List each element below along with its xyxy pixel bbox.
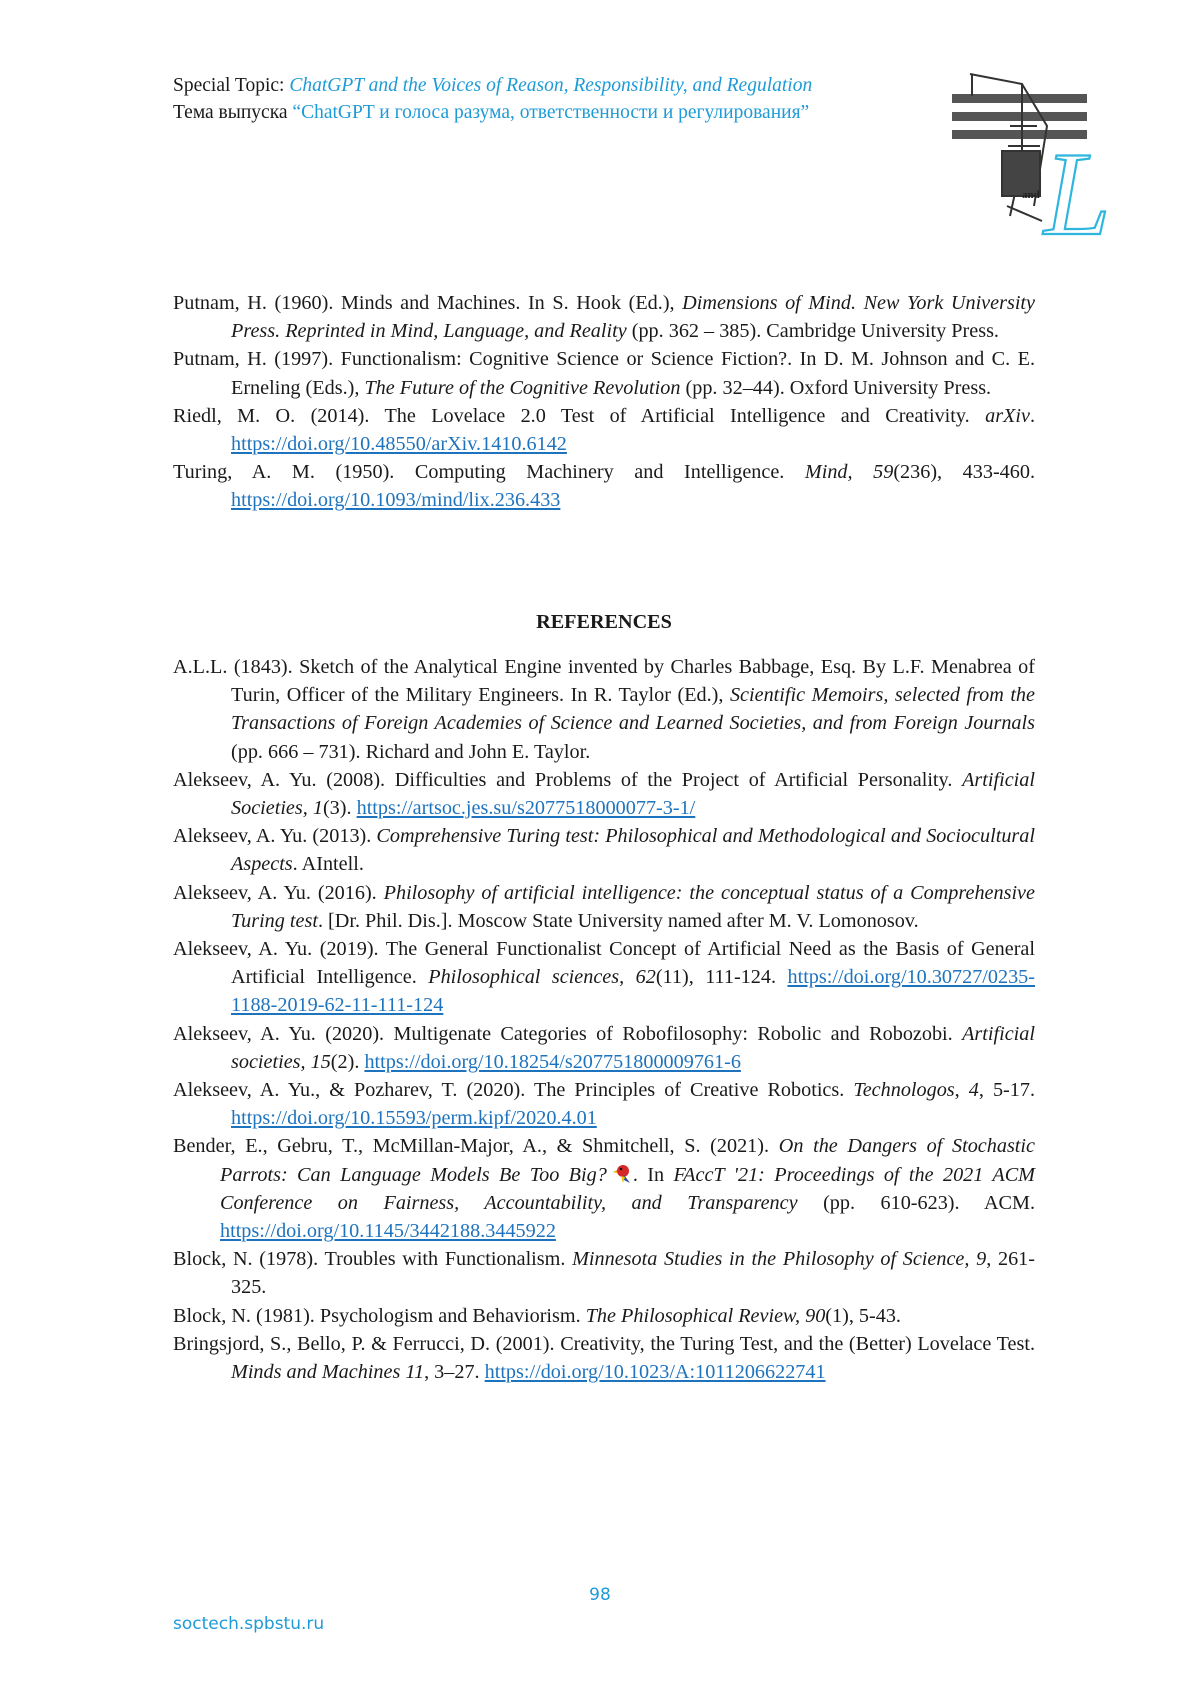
doi-link[interactable]: https://doi.org/10.48550/arXiv.1410.6142 — [231, 433, 567, 456]
reference-item: Block, N. (1978). Troubles with Functionalism. Minnesota Studies in the Philosophy of Science, 9, 261-325. — [173, 1248, 1035, 1299]
reference-item: Bringsjord, S., Bello, P. & Ferrucci, D. (2001). Creativity, the Turing Test, and the (Better) Lovelace Test. Minds and Machines 11, 3–27. https://doi.org/10.1023/A:1011206622741 — [173, 1332, 1035, 1384]
references-heading: REFERENCES — [536, 611, 672, 633]
references-list-continued — [173, 289, 1035, 515]
reference-item: Riedl, M. O. (2014). The Lovelace 2.0 Test of Artificial Intelligence and Creativity. arXiv. https://doi.org/10.48550/arXiv.1410.6142 — [173, 404, 1035, 456]
reference-item: Alekseev, A. Yu., & Pozharev, T. (2020). The Principles of Creative Robotics. Technologos, 4, 5-17. https://doi.org/10.15593/perm.kipf/2020.4.01 — [173, 1079, 1035, 1130]
reference-item: Putnam, H. (1960). Minds and Machines. In S. Hook (Ed.), Dimensions of Mind. New York University Press. Reprinted in Mind, Language, and Reality (pp. 362 – 385). Cambridge University Press. — [173, 292, 1035, 343]
doi-link[interactable]: https://artsoc.jes.su/s2077518000077-3-1/ — [356, 797, 696, 820]
special-topic-title-ru: “ChatGPT и голоса разума, ответственности и регулирования” — [292, 102, 810, 123]
reference-item: Alekseev, A. Yu. (2013). Comprehensive Turing test: Philosophical and Methodological and Sociocultural Aspects. AIntell. — [173, 825, 1035, 876]
header-line-ru — [173, 99, 812, 126]
doi-link[interactable]: https://doi.org/10.15593/perm.kipf/2020.4.01 — [231, 1107, 597, 1130]
logo-letter: L — [1044, 127, 1111, 244]
logo-small-text: and — [1022, 189, 1040, 201]
page-number: 98 — [589, 1585, 611, 1605]
doi-link[interactable]: https://doi.org/10.30727/0235-1188-2019-62-11-111-124 — [231, 966, 1035, 1017]
header-prefix-ru: Тема выпуска — [173, 102, 293, 123]
reference-item: A.L.L. (1843). Sketch of the Analytical Engine invented by Charles Babbage, Esq. By L.F. Menabrea of Turin, Officer of the Military Engineers. In R. Taylor (Ed.), Scientific Memoirs, selected from the Transactions of Foreign Academies of Science and Learned Societies, and from Foreign Journals (pp. 666 – 731). Richard and John E. Taylor. — [173, 656, 1035, 763]
reference-item: Block, N. (1981). Psychologism and Behaviorism. The Philosophical Review, 90(1), 5-43. — [173, 1304, 901, 1327]
parrot-icon — [613, 1162, 633, 1184]
doi-link[interactable]: https://doi.org/10.18254/s207751800009761-6 — [364, 1050, 741, 1073]
reference-item: Bender, E., Gebru, T., McMillan-Major, A., & Shmitchell, S. (2021). On the Dangers of Stochastic Parrots: Can Language Models Be Too Big? . In FAccT '21: Proceedings of the 2021 ACM Conference on Fairness, Accountability, and Transparency (pp. 610-623). ACM. https://doi.org/10.1145/3442188.3445922 — [173, 1135, 1036, 1243]
doi-link[interactable]: https://doi.org/10.1023/A:1011206622741 — [484, 1361, 826, 1384]
header-prefix-en: Special Topic — [173, 75, 280, 96]
reference-item: Turing, A. M. (1950). Computing Machinery and Intelligence. Mind, 59(236), 433-460. https://doi.org/10.1093/mind/lix.236.433 — [173, 461, 1035, 512]
doi-link[interactable]: https://doi.org/10.1145/3442188.3445922 — [220, 1220, 556, 1243]
references-list — [173, 653, 1035, 1386]
reference-item: Alekseev, A. Yu. (2019). The General Functionalist Concept of Artificial Need as the Basis of General Artificial Intelligence. Philosophical sciences, 62(11), 111-124. https://doi.org/10.30727/0235-1188-2019-62-11-111-124 — [173, 938, 1035, 1017]
special-topic-title: ChatGPT and the Voices of Reason, Responsibility, and Regulation — [289, 75, 813, 96]
journal-website: soctech.spbstu.ru — [173, 1614, 325, 1634]
reference-item: Putnam, H. (1997). Functionalism: Cognitive Science or Science Fiction?. In D. M. Johnson and C. E. Erneling (Eds.), The Future of the Cognitive Revolution (pp. 32–44). Oxford University Press. — [173, 348, 1035, 399]
logo-bar-mid — [952, 112, 1087, 121]
reference-item: Alekseev, A. Yu. (2020). Multigenate Categories of Robofilosophy: Robolic and Robozobi. Artificial societies, 15(2). https://doi.org/10.18254/s207751800009761-6 — [173, 1022, 1035, 1073]
journal-logo — [952, 66, 1130, 244]
reference-item: Alekseev, A. Yu. (2016). Philosophy of artificial intelligence: the conceptual status of a Comprehensive Turing test. [Dr. Phil. Dis.]. Moscow State University named after M. V. Lomonosov. — [173, 881, 1035, 932]
reference-item: Alekseev, A. Yu. (2008). Difficulties and Problems of the Project of Artificial Personality. Artificial Societies, 1(3). https://artsoc.jes.su/s2077518000077-3-1/ — [173, 768, 1035, 820]
doi-link[interactable]: https://doi.org/10.1093/mind/lix.236.433 — [231, 489, 561, 512]
header-line-en: Special Topic: ChatGPT and the Voices of Reason, Responsibility, and Regulation — [173, 75, 813, 96]
journal-header — [173, 72, 812, 126]
